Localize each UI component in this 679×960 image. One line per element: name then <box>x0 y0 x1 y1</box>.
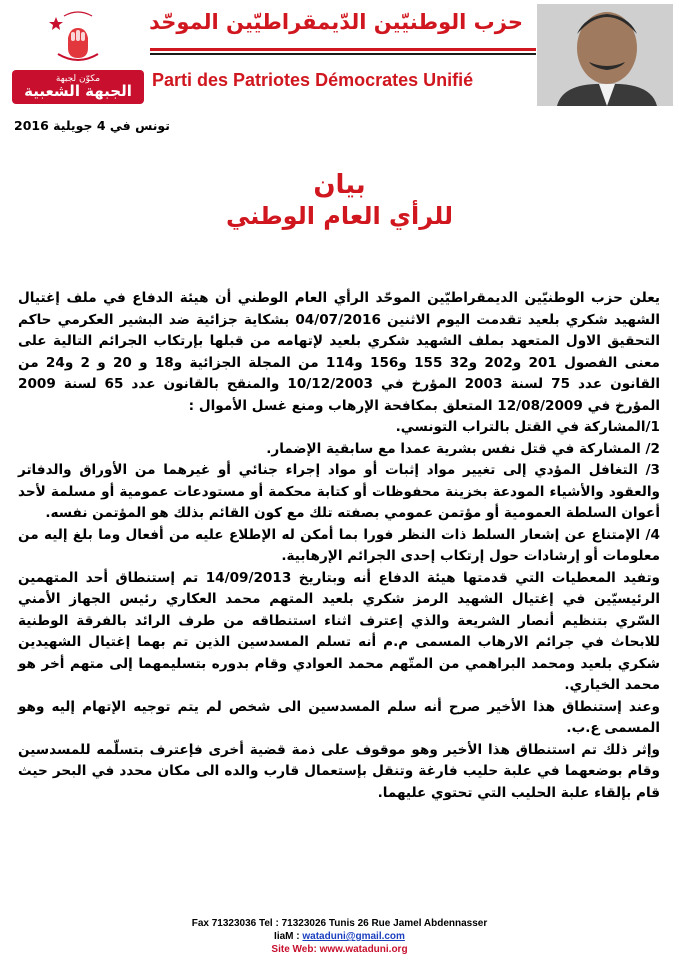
letterhead <box>0 0 679 110</box>
paragraph-charge-3: 3/ التغافل المؤدي إلى تغيير مواد إثبات أو مواد إجراء جنائي أو غيرهما من الأوراق والدفاتر والعقود والأشياء المودعة بخزينة محفوظات أو كتابة محكمة أو مستودعات عمومية أو مسلمة لأحد أعوان السلطة العمومية أو مؤتمن عمومي بصفته تلك مع كون القائم بذلك هو المؤتمن نفسه. <box>18 462 660 521</box>
party-logo <box>6 6 140 104</box>
footer-address: Fax 71323036 Tel : 71323026 Tunis 26 Rue Jamel Abdennasser <box>191 918 488 929</box>
footer-email-link[interactable]: wataduni@gmail.com <box>302 931 405 942</box>
document-title: بيان <box>313 170 366 200</box>
footer-web-label: Site Web: <box>271 944 317 955</box>
paragraph-evidence: وتفيد المعطيات التي قدمتها هيئة الدفاع أنه وبتاريخ 14/09/2013 تم إستنطاق أحد المتهمين الرئيسيّين في إغتيال الشهيد الرمز شكري بلعيد المتهم محمد العكاري رئيس الجهاز الأمني السّري بتنظيم أنصار الشريعة والذي إعترف اثناء استنطاقه من طرف الرائد بالفرقة الوطنية للابحاث في جرائم الارهاب المسمى م.م أنه تسلم المسدسين الذين تم بهما إغتيال الشهيدين شكري بلعيد ومحمد البراهمي من المتّهم محمد العوادي وقام بدوره بتسليمهما إلى متهم أخر هو محمد الخياري. <box>18 569 660 693</box>
document-date: تونس في 4 جويلية 2016 <box>14 118 170 133</box>
leader-portrait-icon <box>537 4 673 106</box>
document-subtitle: للرأي العام الوطني <box>225 202 454 230</box>
paragraph-charge-1: 1/المشاركة في القتل بالتراب التونسي. <box>395 419 660 435</box>
party-fist-emblem-icon <box>44 8 112 68</box>
footer-web-line <box>0 943 679 956</box>
header-divider <box>150 46 536 58</box>
letterhead-footer <box>0 917 679 956</box>
party-name-french: Parti des Patriotes Démocrates Unifié <box>152 70 474 90</box>
statement-body <box>18 288 660 804</box>
footer-mail-label: IiaM : <box>274 931 300 942</box>
paragraph-intro: يعلن حزب الوطنيّين الديمقراطيّين الموحّد الرأي العام الوطني أن هيئة الدفاع في ملف إغتيال الشهيد شكري بلعيد تقدمت اليوم الاثنين 04/07/2016 بشكاية جزائية ضد البشير العكرمي حاكم التحقيق الاول المتعهد بملف الشهيد شكري بلعيد لإتهامه من قبلها بإرتكاب الجرائم التالية على معنى الفصول 201 و202 و32 155 و156 و114 من المجلة الجزائية و18 و 20 و 2 و24 من القانون عدد 75 لسنة 2003 المؤرخ في 10/12/2003 والمنقح بالقانون عدد 65 لسنة 2009 المؤرخ في 12/08/2009 المتعلق بمكافحة الإرهاب ومنع غسل الأموال : <box>18 290 660 414</box>
footer-website-link[interactable]: www.wataduni.org <box>319 944 408 955</box>
popular-front-logo <box>12 70 144 104</box>
paragraph-charge-2: 2/ المشاركة في قتل نفس بشرية عمدا مع سابقية الإضمار. <box>266 440 660 457</box>
front-logo-top-text: مكوّن لجبهة <box>55 74 101 84</box>
paragraph-confession: وإثر ذلك تم استنطاق هذا الأخير وهو موقوف على ذمة قضية أخرى فإعترف بتسلّمه للمسدسين وقام بوضعهما في علبة حليب فارغة وتنقل بإستعمال قارب والده الى مكان محدد في البحر حيث قام بإلقاء علبة الحليب التي تحتوي عليهما. <box>18 741 660 801</box>
paragraph-interrogation: وعند إستنطاق هذا الأخير صرح أنه سلم المسدسين الى شخص لم يتم توجيه الإتهام إليه وهو المسمى ع.ب. <box>18 698 660 736</box>
footer-mail-line <box>0 930 679 943</box>
paragraph-charge-4: 4/ الإمتناع عن إشعار السلط ذات النظر فورا بما أمكن له الإطلاع عليه من أفعال وما بلغ إليه من معلومات أو إرشادات حول إرتكاب إحدى الجرائم الإرهابية. <box>18 526 660 564</box>
party-name-arabic: حزب الوطنيّين الدّيمقراطيّين الموحّد <box>149 10 523 34</box>
front-logo-main-text: الجبهة الشعبية <box>24 82 132 100</box>
